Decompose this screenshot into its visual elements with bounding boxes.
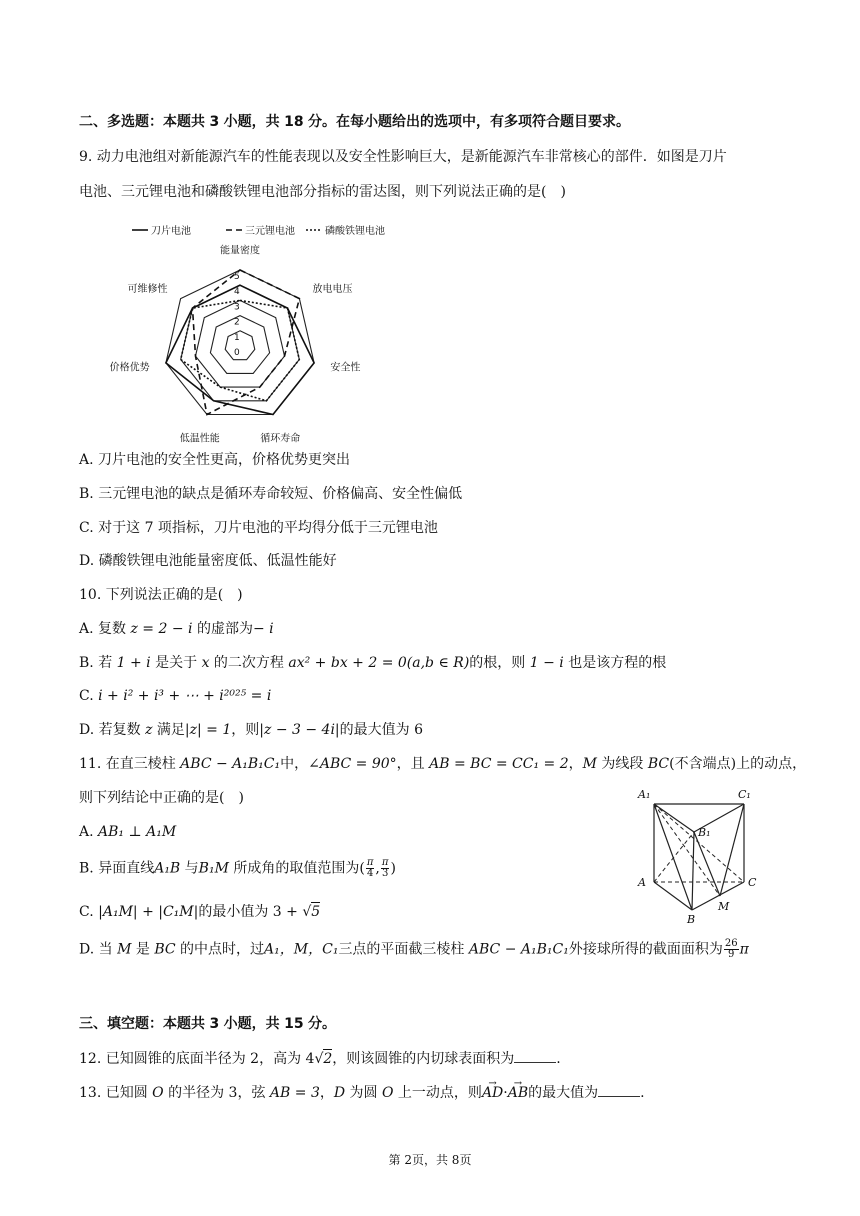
section-2-header: 二、多选题：本题共 3 小题，共 18 分。在每小题给出的选项中，有多项符合题目要求。: [79, 114, 631, 130]
q9-option-c: C. 对于这 7 项指标，刀片电池的平均得分低于三元锂电池: [79, 520, 438, 536]
q11-stem-line1: 11. 在直三棱柱 ABC − A₁B₁C₁中，∠ABC = 90°，且 AB = BC = CC₁ = 2，M 为线段 BC(不含端点)上的动点，: [79, 756, 807, 772]
label-a1: A₁: [638, 788, 651, 801]
vector-ad: → AD: [482, 1085, 503, 1101]
q9-option-a: A. 刀片电池的安全性更高，价格优势更突出: [79, 452, 351, 468]
legend-label-0: 刀片电池: [151, 226, 191, 237]
answer-blank[interactable]: [514, 1048, 556, 1063]
axis-label-2: 安全性: [330, 362, 361, 374]
series-1-line: [193, 270, 300, 415]
q9-option-b: B. 三元锂电池的缺点是循环寿命较短、价格偏高、安全性偏低: [79, 486, 463, 502]
scale-label-5: 5: [234, 272, 240, 282]
series-0-line: [166, 285, 314, 414]
q11-option-b: B. 异面直线A₁B 与B₁M 所成角的取值范围为( $\frac{\pi}{4}$ , $\frac{\pi}{3}$ ): [79, 857, 396, 879]
scale-label-3: 3: [234, 302, 240, 313]
q9-option-d: D. 磷酸铁锂电池能量密度低、低温性能好: [79, 553, 337, 569]
page-footer: 第 2页，共 8页: [388, 1153, 472, 1167]
fraction-pi-over-3: $\frac{\pi}{3}$: [381, 857, 389, 879]
answer-blank[interactable]: [598, 1082, 640, 1097]
axis-label-4: 低温性能: [179, 433, 220, 445]
q13: 13. 已知圆 O 的半径为 3，弦 AB = 3，D 为圆 O 上一动点，则→ AD·→ AB的最大值为 .: [79, 1082, 645, 1103]
axis-label-0: 能量密度: [220, 245, 260, 257]
legend-label-2: 磷酸铁锂电池: [325, 226, 385, 237]
scale-label-4: 4: [234, 287, 240, 298]
axis-label-5: 价格优势: [109, 362, 150, 374]
q10-option-b: B. 若 1 + i 是关于 x 的二次方程 ax² + bx + 2 = 0(a,b ∈ R)的根，则 1 − i 也是该方程的根: [79, 655, 667, 671]
q10-option-c: C. i + i² + i³ + ⋯ + i²⁰²⁵ = i: [79, 688, 272, 704]
q12: 12. 已知圆锥的底面半径为 2，高为 4√2，则该圆锥的内切球表面积为 .: [79, 1048, 561, 1069]
label-m: M: [718, 900, 730, 913]
grid-ring-1: [225, 331, 255, 360]
scale-label-0: 0: [234, 348, 240, 358]
label-b1: B₁: [698, 826, 711, 839]
q10-option-a: A. 复数 z = 2 − i 的虚部为− i: [79, 621, 274, 637]
q10-stem: 10. 下列说法正确的是( ): [79, 587, 243, 603]
grid-ring-3: [196, 300, 285, 387]
label-b: B: [687, 913, 696, 926]
q9-stem-line2: 电池、三元锂电池和磷酸铁锂电池部分指标的雷达图，则下列说法正确的是( ): [79, 184, 566, 200]
q10-option-d: D. 若复数 z 满足|z| = 1，则|z − 3 − 4i|的最大值为 6: [79, 722, 424, 738]
q9-stem-line1: 9. 动力电池组对新能源汽车的性能表现以及安全性影响巨大，是新能源汽车非常核心的部件．如图是刀片: [79, 149, 727, 165]
label-c1: C₁: [738, 788, 751, 801]
fraction-26-over-9: $\frac{26}{9}$: [724, 938, 738, 960]
q11-option-d: D. 当 M 是 BC 的中点时，过A₁，M，C₁三点的平面截三棱柱 ABC − A₁B₁C₁外接球所得的截面面积为 $\frac{26}{9}$ π: [79, 938, 749, 960]
q11-stem-line2: 则下列结论中正确的是( ): [79, 790, 244, 806]
legend-label-1: 三元锂电池: [245, 226, 295, 237]
grid-ring-2: [210, 316, 269, 374]
vector-ab: → AB: [508, 1085, 528, 1101]
axis-label-6: 可维修性: [127, 284, 168, 296]
battery-radar-chart: [109, 214, 392, 445]
label-a: A: [638, 876, 646, 889]
section-3-header: 三、填空题：本题共 3 小题，共 15 分。: [79, 1016, 337, 1032]
scale-label-2: 2: [234, 317, 240, 328]
q11-option-a: A. AB₁ ⊥ A₁M: [79, 824, 177, 840]
axis-label-1: 放电电压: [312, 284, 353, 296]
fraction-pi-over-4: $\frac{\pi}{4}$: [366, 857, 374, 879]
q11-option-c: C. |A₁M| + |C₁M|的最小值为 3 + √5: [79, 904, 321, 920]
triangular-prism-figure: [632, 784, 764, 924]
axis-label-3: 循环寿命: [260, 433, 301, 445]
label-c: C: [748, 876, 757, 889]
scale-label-1: 1: [234, 332, 240, 343]
